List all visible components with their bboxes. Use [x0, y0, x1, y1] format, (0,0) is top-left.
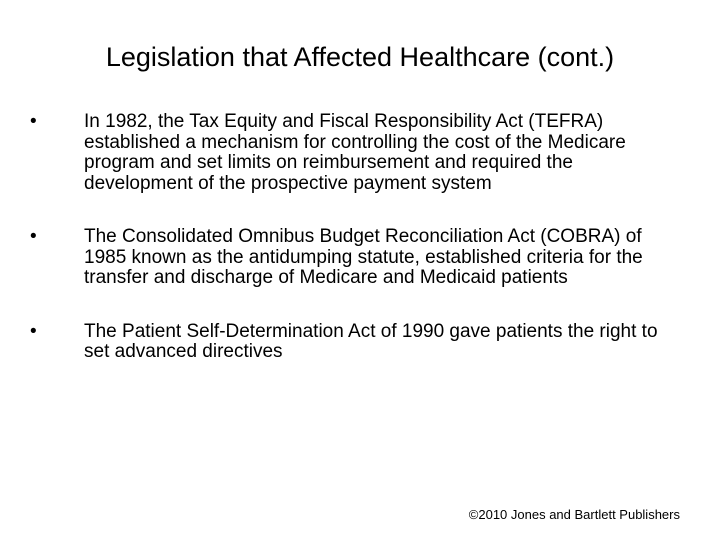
bullet-list [30, 112, 670, 396]
bullet-text: In 1982, the Tax Equity and Fiscal Responsibility Act (TEFRA) established a mechanism for controlling the cost of the Medicare program and set limits on reimbursement and required the development of the prospective payment system [84, 111, 626, 194]
bullet-dot-icon: • [30, 226, 37, 247]
bullet-item-tefra [30, 112, 670, 194]
bullet-text: The Patient Self-Determination Act of 1990 gave patients the right to set advanced directives [84, 320, 658, 362]
bullet-dot-icon: • [30, 320, 37, 342]
bullet-dot-icon: • [30, 111, 37, 132]
slide-title: Legislation that Affected Healthcare (cont.) [105, 42, 615, 72]
bullet-item-self-determination [30, 322, 670, 363]
bullet-item-cobra [30, 227, 670, 289]
bullet-text: The Consolidated Omnibus Budget Reconciliation Act (COBRA) of 1985 known as the antidumping statute, established criteria for the transfer and discharge of Medicare and Medicaid patients [84, 226, 643, 288]
copyright-footer: ©2010 Jones and Bartlett Publishers [468, 507, 680, 522]
